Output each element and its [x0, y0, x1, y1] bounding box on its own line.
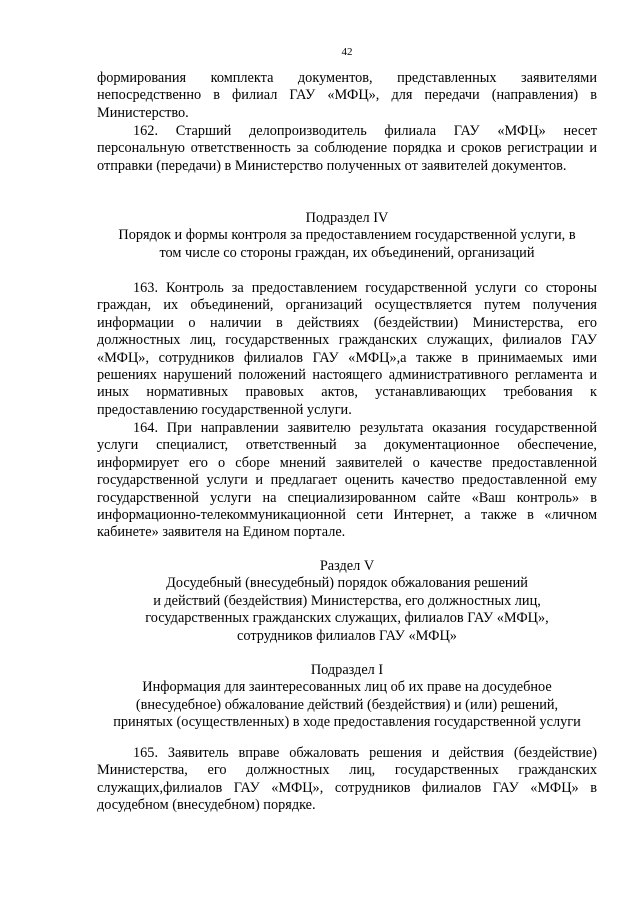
subsection-iv-title-line: том числе со стороны граждан, их объединений, организаций: [159, 244, 535, 261]
section-v-heading: [97, 558, 597, 645]
paragraph-162: 162. Старший делопроизводитель филиала ГАУ «МФЦ» несет персональную ответственность за соблюдение порядка и сроков регистрации и отправки (передачи) в Министерство полученных от заявителей документов.: [97, 123, 597, 174]
subsection-iv-heading: [97, 210, 597, 262]
section-v-title-line: государственных гражданских служащих, филиалов ГАУ «МФЦ»,: [145, 610, 549, 627]
paragraph-165: 165. Заявитель вправе обжаловать решения и действия (бездействие) Министерства, его должностных лиц, государственных гражданских служащих,филиалов ГАУ «МФЦ», сотрудников филиалов ГАУ «МФЦ» в досудебном (внесудебном) порядке.: [97, 745, 597, 814]
subsection-i-title-line: Информация для заинтересованных лиц об их праве на досудебное: [142, 679, 552, 696]
subsection-i-title-line: принятых (осуществленных) в ходе предоставления государственной услуги: [113, 714, 581, 731]
paragraph-intro: формирования комплекта документов, представленных заявителями непосредственно в филиал ГАУ «МФЦ», для передачи (направления) в Министерство.: [97, 70, 597, 121]
subsection-i-label: Подраздел I: [310, 662, 384, 678]
section-v-label: Раздел V: [319, 558, 375, 574]
subsection-i-heading: [97, 662, 597, 732]
subsection-iv-label: Подраздел IV: [305, 210, 389, 226]
subsection-iv-title-line: Порядок и формы контроля за предоставлением государственной услуги, в: [118, 227, 576, 244]
subsection-i-title-line: (внесудебное) обжалование действий (бездействия) и (или) решений,: [135, 696, 559, 713]
section-v-title-line: и действий (бездействия) Министерства, его должностных лиц,: [153, 592, 541, 609]
page-number: 42: [341, 46, 353, 58]
paragraph-164: 164. При направлении заявителю результата оказания государственной услуги специалист, ответственный за документационное обеспечение, информирует его о сборе мнений заявителей о качестве предоставленной государственной услуги и предлагает оценить качество предоставленной ему государственной услуги на специализированном сайте «Ваш контроль» в информационно-телекоммуникационной сети Интернет, а также в «личном кабинете» заявителя на Едином портале.: [97, 420, 597, 541]
section-v-title-line: Досудебный (внесудебный) порядок обжалования решений: [166, 575, 528, 592]
paragraph-163: 163. Контроль за предоставлением государственной услуги со стороны граждан, их объединений, организаций осуществляется путем получения информации о наличии в действиях (бездействии) Министерства, его должностных лиц, государственных гражданских служащих, филиалов ГАУ «МФЦ», сотрудников филиалов ГАУ «МФЦ»,а также в принимаемых ими решениях нарушений положений настоящего административного регламента и иных нормативных правовых актов, устанавливающих требования к предоставлению государственной услуги.: [97, 280, 597, 418]
section-v-title-line: сотрудников филиалов ГАУ «МФЦ»: [237, 627, 457, 644]
